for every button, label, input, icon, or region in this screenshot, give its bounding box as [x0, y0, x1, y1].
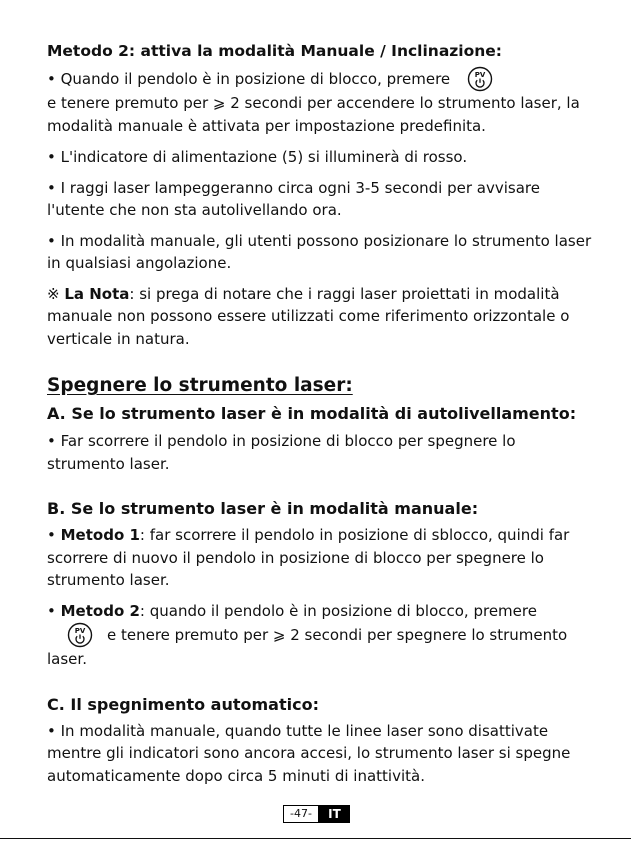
method2-step3: • I raggi laser lampeggeranno circa ogni 3-5 secondi per avvisare l'utente che non sta autolivellando ora.: [47, 178, 540, 219]
method2-step1-text-b: e tenere premuto per ⩾ 2 secondi per accendere lo strumento laser, la modalità manuale è attivata per impostazione predefinita.: [47, 94, 580, 135]
shutdown-c-title: Il spegnimento automatico: [70, 694, 313, 714]
shutdown-c-heading: [47, 693, 592, 717]
method2-off-text: : quando il pendolo è in posizione di blocco, premere: [139, 601, 537, 620]
method1-label: Metodo 1: [60, 526, 140, 544]
shutdown-a-colon: :: [569, 404, 577, 423]
shutdown-b-title: Se lo strumento laser è in modalità manuale: [70, 499, 472, 518]
shutdown-a-text: • Far scorrere il pendolo in posizione di blocco per spegnere lo strumento laser.: [47, 432, 516, 473]
method2-step1-text-a: • Quando il pendolo è in posizione di blocco, premere: [47, 70, 451, 88]
svg-text:PV: PV: [474, 71, 486, 79]
shutdown-a-heading: [47, 402, 592, 426]
page-footer: [283, 805, 350, 823]
method2-step4: • In modalità manuale, gli utenti possono posizionare lo strumento laser in qualsiasi angolazione.: [47, 231, 592, 272]
language-badge: IT: [319, 805, 350, 823]
method2-step2: • L'indicatore di alimentazione (5) si illuminerà di rosso.: [47, 148, 468, 166]
note-paragraph: [47, 283, 592, 351]
method2-off-label: Metodo 2: [60, 601, 140, 620]
shutdown-c-text: • In modalità manuale, quando tutte le linee laser sono disattivate mentre gli indicatori sono ancora accesi, lo strumento laser si spegne automaticamente dopo circa 5 minuti di inattività.: [47, 721, 571, 785]
method2-step1: [47, 66, 592, 137]
shutdown-title: Spegnere lo strumento laser:: [47, 375, 353, 396]
method2-off-bullet: •: [47, 601, 61, 620]
page-number: -47-: [283, 805, 319, 823]
svg-text:PV: PV: [74, 627, 86, 635]
bottom-rule: [0, 838, 631, 839]
shutdown-b-method1: [47, 524, 592, 592]
pv-power-icon: [67, 622, 93, 648]
note-text: : si prega di notare che i raggi laser proiettati in modalità manuale non possono essere utilizzati come riferimento orizzontale o verticale in natura.: [47, 284, 570, 348]
note-symbol: ※: [47, 284, 65, 303]
method2-off-text-b: e tenere premuto per ⩾ 2 secondi per spegnere lo strumento laser.: [47, 626, 568, 668]
method1-bullet: •: [47, 526, 61, 544]
pv-power-icon: [467, 66, 493, 92]
shutdown-c-colon: :: [312, 694, 319, 714]
shutdown-b-heading: [47, 497, 592, 521]
shutdown-b-method2: [47, 600, 592, 671]
shutdown-b-prefix: B.: [47, 499, 71, 518]
manual-page: [47, 40, 592, 787]
shutdown-a-title: Se lo strumento laser è in modalità di autolivellamento: [71, 404, 570, 423]
shutdown-a-prefix: A.: [47, 404, 72, 423]
shutdown-b-colon: :: [471, 499, 479, 518]
method2-heading: Metodo 2: attiva la modalità Manuale / Inclinazione:: [47, 42, 503, 60]
method1-text: : far scorrere il pendolo in posizione di sblocco, quindi far scorrere di nuovo il pendolo in posizione di blocco per spegnere lo strumento laser.: [47, 526, 570, 589]
note-label: La Nota: [64, 284, 130, 303]
shutdown-c-prefix: C.: [47, 694, 71, 714]
